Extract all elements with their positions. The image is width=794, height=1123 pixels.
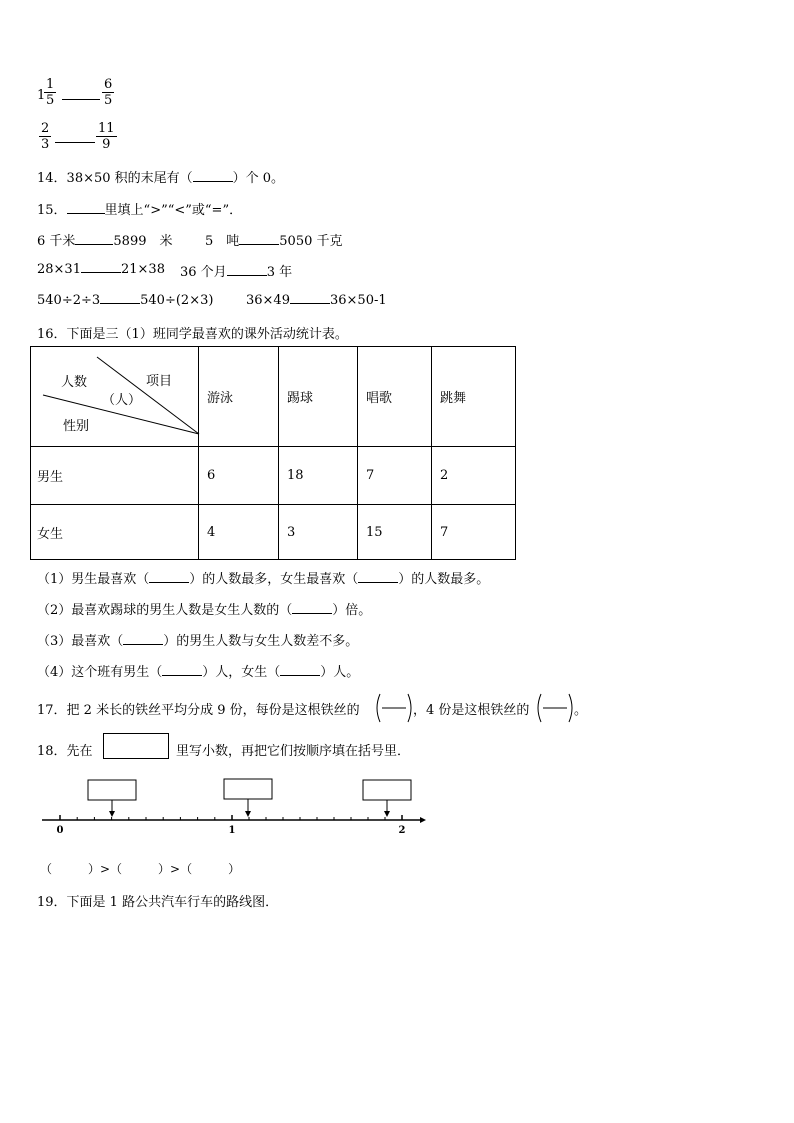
cell: 15	[358, 505, 432, 560]
cell: 7	[358, 447, 432, 505]
arrow-down-icon	[245, 811, 251, 817]
text: （1）男生最喜欢（	[37, 572, 150, 587]
numerator: 6	[104, 77, 113, 92]
header-gender: 性别	[63, 419, 90, 434]
row-label: 女生	[31, 505, 199, 560]
fraction-2-3	[39, 121, 51, 152]
cell: 6	[199, 447, 279, 505]
numerator: 11	[98, 121, 115, 136]
right-expr: 36×50-1	[329, 293, 387, 308]
header-unit: （人）	[102, 393, 142, 408]
right-expr: 21×38	[120, 262, 165, 277]
question-14	[37, 167, 284, 186]
q15-title: 里填上“>”“<”或“=”．	[104, 203, 243, 218]
cell: 3	[279, 505, 358, 560]
q14-text-after: ）个 0。	[232, 171, 285, 186]
q16-sub-1	[37, 568, 489, 587]
answer-blank[interactable]	[123, 633, 163, 645]
q15-row-3a	[37, 292, 213, 308]
right-expr: 5050 千克	[279, 234, 343, 249]
col-swimming: 游泳	[199, 347, 279, 447]
number-line	[40, 775, 430, 835]
cell: 18	[279, 447, 358, 505]
compare-blank[interactable]	[239, 233, 279, 245]
table-row	[31, 505, 516, 560]
fraction-6-5	[102, 77, 114, 108]
q16-sub-2	[37, 599, 371, 618]
text: （4）这个班有男生（	[37, 665, 163, 680]
answer-blank[interactable]	[280, 664, 320, 676]
tick-label-0: 0	[56, 825, 64, 835]
mixed-whole: 1	[37, 88, 46, 103]
text: （3）最喜欢（	[37, 634, 124, 649]
col-dancing: 跳舞	[432, 347, 516, 447]
fraction-11-9	[96, 121, 117, 152]
q16-sub-4	[37, 661, 359, 680]
left-expr: 6 千米	[37, 234, 76, 249]
fraction-paren-blank-1[interactable]	[374, 692, 414, 724]
q15-row-3b	[246, 292, 387, 308]
text: ）人，女生（	[202, 665, 281, 680]
fraction-1-5	[44, 77, 56, 108]
header-item: 项目	[146, 374, 173, 389]
compare-blank[interactable]	[81, 261, 121, 273]
compare-blank[interactable]	[227, 264, 267, 276]
tick-label-1: 1	[228, 825, 236, 835]
compare-blank[interactable]	[75, 233, 113, 245]
answer-box-3[interactable]	[363, 780, 411, 800]
answer-blank[interactable]	[292, 602, 332, 614]
fraction-paren-blank-2[interactable]	[535, 692, 575, 724]
question-17-mid	[413, 699, 529, 718]
q15-row-2a	[37, 261, 165, 277]
q15-row-1a	[37, 230, 173, 249]
table-row	[31, 447, 516, 505]
order-parentheses[interactable]: （ ）>（ ）>（ ）	[40, 862, 241, 876]
denominator: 3	[41, 137, 50, 152]
q14-text-before: 14．38×50 积的末尾有（	[37, 171, 193, 186]
left-expr: 5 吨	[205, 234, 240, 249]
denominator: 5	[104, 93, 113, 108]
diagonal-header-cell	[31, 347, 199, 447]
col-singing: 唱歌	[358, 347, 432, 447]
table-header-row	[31, 347, 516, 447]
question-17-end	[574, 699, 587, 718]
cell: 2	[432, 447, 516, 505]
title-blank	[67, 202, 105, 214]
activity-stat-table	[30, 346, 516, 560]
question-17	[37, 699, 360, 718]
compare-blank[interactable]	[55, 131, 95, 147]
answer-blank[interactable]	[193, 170, 233, 182]
arrow-down-icon	[384, 811, 390, 817]
q15-row-2b	[180, 261, 292, 280]
left-expr: 28×31	[37, 262, 81, 277]
text: ）的人数最多，女生最喜欢（	[189, 572, 359, 587]
question-18-b: 里写小数，再把它们按顺序填在括号里．	[176, 744, 411, 759]
q15-num: 15．	[37, 203, 67, 218]
text: ）的男生人数与女生人数差不多。	[163, 634, 359, 649]
left-expr: 36 个月	[180, 265, 227, 280]
answer-box-1[interactable]	[88, 780, 136, 800]
numerator: 1	[46, 77, 55, 92]
denominator: 5	[46, 93, 55, 108]
text: （2）最喜欢踢球的男生人数是女生人数的（	[37, 603, 293, 618]
numerator: 2	[41, 121, 50, 136]
right-expr: 540÷(2×3)	[140, 293, 214, 308]
compare-blank[interactable]	[290, 292, 330, 304]
left-expr: 540÷2÷3	[37, 293, 101, 308]
question-19: 19．下面是 1 路公共汽车行车的路线图．	[37, 895, 279, 910]
denominator: 9	[102, 137, 111, 152]
q15-row-1b	[205, 230, 343, 249]
cell: 7	[432, 505, 516, 560]
text: 。	[574, 703, 588, 718]
right-expr: 5899 米	[113, 234, 173, 249]
question-18-a: 18．先在	[37, 744, 93, 759]
text: ）倍。	[332, 603, 372, 618]
text: 17．把 2 米长的铁丝平均分成 9 份，每份是这根铁丝的	[37, 703, 360, 718]
text: ）的人数最多。	[398, 572, 490, 587]
text: ）人。	[320, 665, 360, 680]
header-people: 人数	[61, 375, 88, 390]
arrow-down-icon	[109, 811, 115, 817]
col-football: 踢球	[279, 347, 358, 447]
compare-blank[interactable]	[100, 292, 140, 304]
left-expr: 36×49	[246, 293, 290, 308]
answer-blank[interactable]	[162, 664, 202, 676]
question-16-title: 16．下面是三（1）班同学最喜欢的课外活动统计表。	[37, 327, 348, 342]
question-15-title	[37, 199, 242, 218]
answer-blank[interactable]	[149, 571, 189, 583]
right-expr: 3 年	[266, 265, 293, 280]
text: ，4 份是这根铁丝的	[413, 703, 530, 718]
q16-sub-3	[37, 630, 358, 649]
tick-label-2: 2	[398, 825, 406, 835]
compare-blank[interactable]	[62, 88, 100, 104]
answer-box-2[interactable]	[224, 779, 272, 799]
decimal-sample-box	[103, 733, 169, 759]
cell: 4	[199, 505, 279, 560]
answer-blank[interactable]	[358, 571, 398, 583]
row-label: 男生	[31, 447, 199, 505]
